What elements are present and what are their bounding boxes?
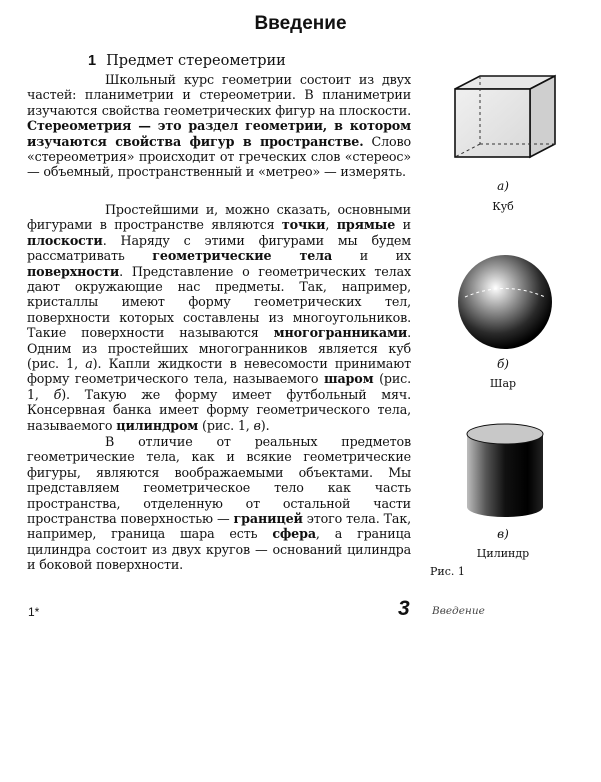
bold-term: границей	[233, 511, 303, 527]
text-run: , а граница цилиндра состоит из двух кругов — оснований цилиндра и боковой поверхности.	[27, 526, 412, 573]
text-run: Простейшими и, можно сказать, основными фигурами в пространстве являются	[27, 202, 411, 233]
page-number: 3	[398, 597, 410, 620]
bold-term: шаром	[323, 371, 374, 387]
text-run: и	[395, 217, 411, 233]
paragraph-1	[27, 72, 411, 180]
figure-b-name: Шар	[489, 377, 517, 390]
italic-ref: б	[53, 386, 62, 402]
italic-ref: а	[85, 356, 93, 372]
cylinder-figure	[463, 422, 547, 522]
figure-b-letter: б)	[496, 357, 509, 371]
bold-term: точки	[281, 217, 326, 233]
figure-v-name: Цилиндр	[476, 547, 530, 560]
bold-term: прямые	[336, 217, 396, 233]
text-run: этого тела. Так, например, граница шара есть	[27, 511, 411, 542]
text-run: ,	[325, 217, 337, 233]
text-run: . Одним из простейших многогранников является куб (рис. 1,	[27, 325, 411, 372]
signature-mark: 1*	[28, 605, 40, 619]
text-run: (рис. 1,	[27, 371, 411, 402]
figure-caption: Рис. 1	[430, 565, 465, 578]
bold-term: Стереометрия — это раздел геометрии, в котором изучаются свойства фигур в пространстве.	[27, 118, 411, 149]
italic-ref: в	[253, 417, 261, 433]
text-run: В отличие от реальных предметов геометрические тела, как и всякие геометрические фигуры, являются воображаемыми объектами. Мы представляем геометрическое тело как часть пространства, отделенную от остальной части пространства поверхностью —	[27, 434, 411, 527]
text-run: ). Капли жидкости в невесомости принимают форму геометрического тела, называемого	[27, 356, 411, 387]
section-title: Предмет стереометрии	[106, 53, 286, 69]
bold-term: поверхности	[27, 263, 120, 279]
bold-term: многогранниками	[273, 325, 408, 341]
text-run: и их	[332, 248, 411, 264]
text-run: . Наряду с этими фигурами мы будем рассматривать	[27, 232, 411, 264]
section-heading	[88, 53, 286, 69]
text-run: ).	[260, 417, 270, 433]
section-number: 1	[88, 53, 97, 69]
bold-term: цилиндром	[116, 417, 199, 433]
text-run: . Представление о геометрических телах дают окружающие нас предметы. Так, например, кристаллы имеют форму геометрических тел, поверхности которых составлены из многоугольников. Такие поверхности называются	[27, 263, 411, 341]
page-title: Введение	[254, 13, 347, 34]
paragraph-3	[27, 434, 411, 573]
bold-term: плоскости	[27, 232, 103, 248]
text-run: Школьный курс геометрии состоит из двух частей: планиметрии и стереометрии. В планиметрии изучаются свойства геометрических фигур на плоскости.	[27, 72, 411, 118]
figure-a-letter: а)	[497, 179, 509, 193]
figure-v-letter: в)	[497, 527, 509, 541]
running-title: Введение	[432, 605, 485, 617]
figure-a-name: Куб	[492, 200, 514, 213]
cube-figure	[445, 74, 565, 174]
bold-term: сфера	[272, 526, 316, 542]
text-run: (рис. 1,	[198, 417, 254, 433]
bold-term: геометрические тела	[152, 248, 333, 264]
paragraph-2	[27, 202, 411, 433]
sphere-figure	[455, 252, 555, 352]
text-run: ). Такую же форму имеет футбольный мяч. Консервная банка имеет форму геометрического тела, называемого	[27, 386, 411, 433]
text-run: Слово «стереометрия» происходит от греческих слов «стереос» — объемный, пространственный и «метрео» — измерять.	[27, 133, 411, 180]
